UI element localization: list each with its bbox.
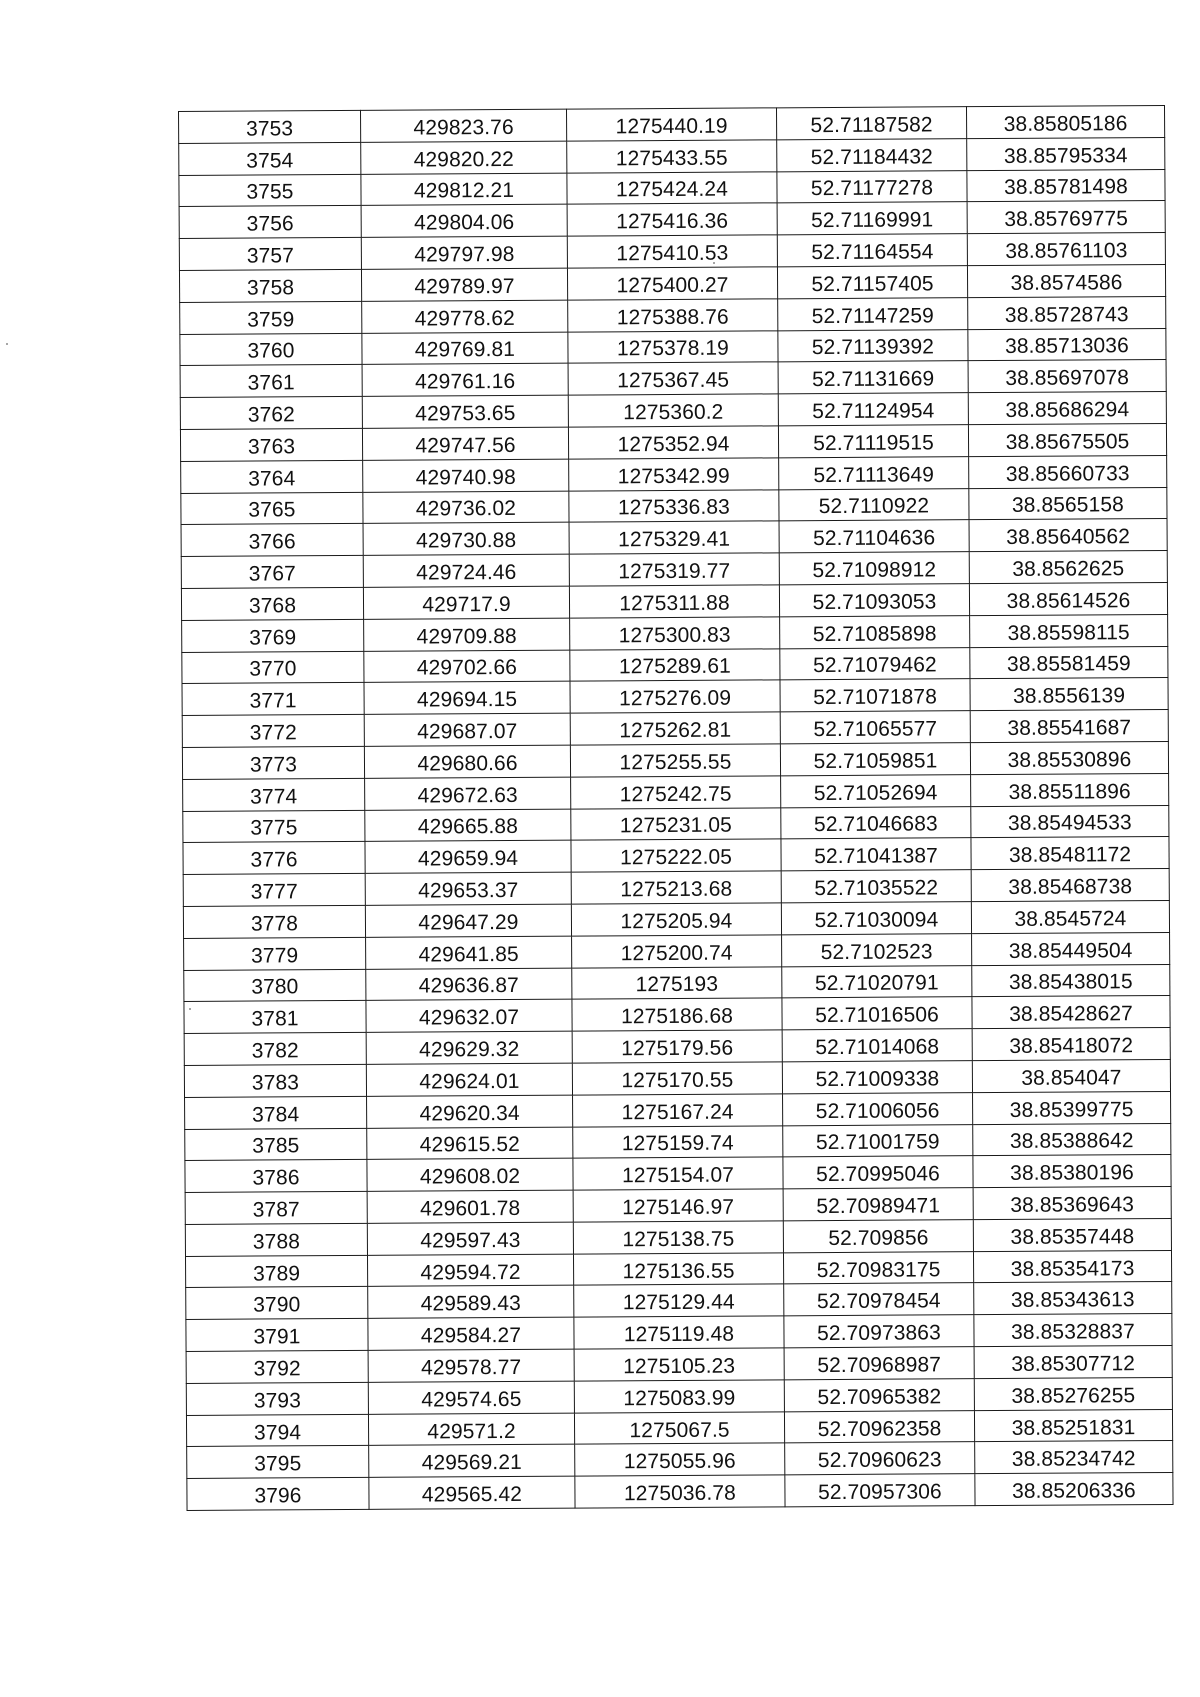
- x-coordinate-cell: 429736.02: [363, 491, 569, 524]
- point-number-cell: 3757: [179, 238, 361, 271]
- latitude-cell: 52.71113649: [779, 456, 969, 489]
- latitude-cell: 52.709856: [783, 1220, 973, 1253]
- point-number-cell: 3794: [186, 1414, 368, 1447]
- point-number-cell: 3780: [184, 969, 366, 1002]
- longitude-cell: 38.85380196: [973, 1155, 1171, 1188]
- longitude-cell: 38.8556139: [970, 678, 1168, 711]
- longitude-cell: 38.8562625: [969, 551, 1167, 584]
- longitude-cell: 38.85481172: [971, 837, 1169, 870]
- point-number-cell: 3760: [180, 333, 362, 366]
- longitude-cell: 38.85328837: [974, 1314, 1172, 1347]
- latitude-cell: 52.71119515: [778, 425, 968, 458]
- y-coordinate-cell: 1275186.68: [572, 998, 782, 1031]
- point-number-cell: 3791: [186, 1319, 368, 1352]
- x-coordinate-cell: 429578.77: [368, 1349, 574, 1382]
- longitude-cell: 38.85761103: [967, 233, 1165, 266]
- y-coordinate-cell: 1275222.05: [571, 839, 781, 872]
- x-coordinate-cell: 429641.85: [366, 936, 572, 969]
- latitude-cell: 52.70957306: [785, 1474, 975, 1507]
- latitude-cell: 52.71177278: [777, 170, 967, 203]
- y-coordinate-cell: 1275433.55: [567, 140, 777, 173]
- latitude-cell: 52.7110922: [779, 488, 969, 521]
- x-coordinate-cell: 429608.02: [367, 1158, 573, 1191]
- longitude-cell: 38.85541687: [970, 710, 1168, 743]
- longitude-cell: 38.85713036: [968, 328, 1166, 361]
- longitude-cell: 38.85399775: [973, 1091, 1171, 1124]
- longitude-cell: 38.85234742: [975, 1441, 1173, 1474]
- point-number-cell: 3778: [183, 905, 365, 938]
- point-number-cell: 3788: [185, 1223, 367, 1256]
- y-coordinate-cell: 1275129.44: [574, 1284, 784, 1317]
- point-number-cell: 3758: [179, 269, 361, 302]
- point-number-cell: 3763: [180, 428, 362, 461]
- latitude-cell: 52.70968987: [784, 1347, 974, 1380]
- x-coordinate-cell: 429647.29: [365, 904, 571, 937]
- x-coordinate-cell: 429804.06: [361, 205, 567, 238]
- point-number-cell: 3768: [181, 587, 363, 620]
- y-coordinate-cell: 1275159.74: [573, 1125, 783, 1158]
- point-number-cell: 3765: [181, 492, 363, 525]
- longitude-cell: 38.85428627: [972, 996, 1170, 1029]
- longitude-cell: 38.85206336: [975, 1473, 1173, 1506]
- y-coordinate-cell: 1275200.74: [572, 935, 782, 968]
- latitude-cell: 52.71139392: [778, 329, 968, 362]
- longitude-cell: 38.85697078: [968, 360, 1166, 393]
- longitude-cell: 38.8574586: [967, 264, 1165, 297]
- latitude-cell: 52.71187582: [776, 107, 966, 140]
- point-number-cell: 3787: [185, 1191, 367, 1224]
- x-coordinate-cell: 429565.42: [369, 1476, 575, 1509]
- x-coordinate-cell: 429672.63: [365, 777, 571, 810]
- longitude-cell: 38.85581459: [970, 646, 1168, 679]
- latitude-cell: 52.70965382: [784, 1379, 974, 1412]
- latitude-cell: 52.70960623: [785, 1442, 975, 1475]
- point-number-cell: 3756: [179, 206, 361, 239]
- longitude-cell: 38.8545724: [971, 900, 1169, 933]
- latitude-cell: 52.70978454: [784, 1283, 974, 1316]
- latitude-cell: 52.71020791: [782, 965, 972, 998]
- point-number-cell: 3759: [180, 301, 362, 334]
- longitude-cell: 38.85307712: [974, 1346, 1172, 1379]
- y-coordinate-cell: 1275036.78: [575, 1475, 785, 1508]
- y-coordinate-cell: 1275067.5: [574, 1411, 784, 1444]
- y-coordinate-cell: 1275105.23: [574, 1348, 784, 1381]
- longitude-cell: 38.85598115: [970, 614, 1168, 647]
- latitude-cell: 52.71147259: [778, 297, 968, 330]
- y-coordinate-cell: 1275352.94: [568, 426, 778, 459]
- longitude-cell: 38.85388642: [973, 1123, 1171, 1156]
- x-coordinate-cell: 429569.21: [369, 1445, 575, 1478]
- x-coordinate-cell: 429584.27: [368, 1317, 574, 1350]
- latitude-cell: 52.71085898: [780, 615, 970, 648]
- point-number-cell: 3786: [185, 1160, 367, 1193]
- latitude-cell: 52.71157405: [777, 266, 967, 299]
- x-coordinate-cell: 429778.62: [362, 300, 568, 333]
- x-coordinate-cell: 429632.07: [366, 999, 572, 1032]
- latitude-cell: 52.71035522: [781, 870, 971, 903]
- latitude-cell: 52.71046683: [781, 806, 971, 839]
- y-coordinate-cell: 1275213.68: [571, 871, 781, 904]
- longitude-cell: 38.85357448: [973, 1218, 1171, 1251]
- y-coordinate-cell: 1275336.83: [569, 489, 779, 522]
- point-number-cell: 3754: [179, 142, 361, 175]
- longitude-cell: 38.85418072: [972, 1028, 1170, 1061]
- longitude-cell: 38.85530896: [970, 741, 1168, 774]
- x-coordinate-cell: 429620.34: [367, 1095, 573, 1128]
- y-coordinate-cell: 1275388.76: [568, 299, 778, 332]
- x-coordinate-cell: 429769.81: [362, 332, 568, 365]
- y-coordinate-cell: 1275440.19: [566, 108, 776, 141]
- longitude-cell: 38.85354173: [973, 1250, 1171, 1283]
- y-coordinate-cell: 1275360.2: [568, 394, 778, 427]
- y-coordinate-cell: 1275300.83: [570, 617, 780, 650]
- longitude-cell: 38.85614526: [969, 582, 1167, 615]
- y-coordinate-cell: 1275167.24: [573, 1094, 783, 1127]
- x-coordinate-cell: 429687.07: [364, 713, 570, 746]
- coordinates-table-wrapper: [178, 105, 1173, 1511]
- point-number-cell: 3771: [182, 683, 364, 716]
- x-coordinate-cell: 429740.98: [363, 459, 569, 492]
- point-number-cell: 3782: [184, 1032, 366, 1065]
- y-coordinate-cell: 1275276.09: [570, 680, 780, 713]
- longitude-cell: 38.85675505: [968, 423, 1166, 456]
- x-coordinate-cell: 429812.21: [361, 173, 567, 206]
- y-coordinate-cell: 1275179.56: [572, 1030, 782, 1063]
- x-coordinate-cell: 429653.37: [365, 872, 571, 905]
- latitude-cell: 52.71164554: [777, 234, 967, 267]
- x-coordinate-cell: 429615.52: [367, 1127, 573, 1160]
- x-coordinate-cell: 429589.43: [368, 1286, 574, 1319]
- x-coordinate-cell: 429797.98: [361, 236, 567, 269]
- x-coordinate-cell: 429594.72: [367, 1254, 573, 1287]
- y-coordinate-cell: 1275154.07: [573, 1157, 783, 1190]
- longitude-cell: 38.85449504: [972, 932, 1170, 965]
- point-number-cell: 3753: [179, 110, 361, 143]
- longitude-cell: 38.85369643: [973, 1187, 1171, 1220]
- scan-speck: [6, 343, 8, 345]
- longitude-cell: 38.85640562: [969, 519, 1167, 552]
- latitude-cell: 52.70973863: [784, 1315, 974, 1348]
- x-coordinate-cell: 429659.94: [365, 840, 571, 873]
- x-coordinate-cell: 429717.9: [363, 586, 569, 619]
- latitude-cell: 52.71098912: [779, 552, 969, 585]
- point-number-cell: 3784: [185, 1096, 367, 1129]
- point-number-cell: 3767: [181, 556, 363, 589]
- x-coordinate-cell: 429665.88: [365, 809, 571, 842]
- point-number-cell: 3774: [183, 778, 365, 811]
- x-coordinate-cell: 429571.2: [368, 1413, 574, 1446]
- y-coordinate-cell: 1275205.94: [571, 903, 781, 936]
- longitude-cell: 38.85686294: [968, 392, 1166, 425]
- x-coordinate-cell: 429624.01: [366, 1063, 572, 1096]
- y-coordinate-cell: 1275410.53: [567, 235, 777, 268]
- longitude-cell: 38.85511896: [971, 773, 1169, 806]
- latitude-cell: 52.71131669: [778, 361, 968, 394]
- latitude-cell: 52.71184432: [777, 138, 967, 171]
- point-number-cell: 3769: [182, 619, 364, 652]
- point-number-cell: 3773: [182, 746, 364, 779]
- point-number-cell: 3779: [184, 937, 366, 970]
- y-coordinate-cell: 1275424.24: [567, 171, 777, 204]
- point-number-cell: 3755: [179, 174, 361, 207]
- table-row: [187, 1473, 1173, 1511]
- latitude-cell: 52.71104636: [779, 520, 969, 553]
- y-coordinate-cell: 1275193: [572, 966, 782, 999]
- x-coordinate-cell: 429747.56: [362, 427, 568, 460]
- y-coordinate-cell: 1275262.81: [570, 712, 780, 745]
- longitude-cell: 38.85251831: [974, 1409, 1172, 1442]
- point-number-cell: 3789: [185, 1255, 367, 1288]
- latitude-cell: 52.70962358: [784, 1410, 974, 1443]
- y-coordinate-cell: 1275329.41: [569, 521, 779, 554]
- y-coordinate-cell: 1275367.45: [568, 362, 778, 395]
- latitude-cell: 52.70995046: [783, 1156, 973, 1189]
- x-coordinate-cell: 429680.66: [364, 745, 570, 778]
- x-coordinate-cell: 429730.88: [363, 522, 569, 555]
- y-coordinate-cell: 1275400.27: [567, 267, 777, 300]
- y-coordinate-cell: 1275146.97: [573, 1189, 783, 1222]
- y-coordinate-cell: 1275242.75: [571, 776, 781, 809]
- x-coordinate-cell: 429597.43: [367, 1222, 573, 1255]
- table-body: [179, 105, 1174, 1510]
- latitude-cell: 52.71079462: [780, 647, 970, 680]
- point-number-cell: 3785: [185, 1128, 367, 1161]
- point-number-cell: 3764: [181, 460, 363, 493]
- point-number-cell: 3770: [182, 651, 364, 684]
- x-coordinate-cell: 429820.22: [361, 141, 567, 174]
- x-coordinate-cell: 429724.46: [363, 554, 569, 587]
- latitude-cell: 52.71065577: [780, 711, 970, 744]
- latitude-cell: 52.71016506: [782, 997, 972, 1030]
- x-coordinate-cell: 429629.32: [366, 1031, 572, 1064]
- x-coordinate-cell: 429694.15: [364, 681, 570, 714]
- x-coordinate-cell: 429601.78: [367, 1190, 573, 1223]
- y-coordinate-cell: 1275416.36: [567, 203, 777, 236]
- x-coordinate-cell: 429789.97: [361, 268, 567, 301]
- y-coordinate-cell: 1275319.77: [569, 553, 779, 586]
- point-number-cell: 3776: [183, 842, 365, 875]
- y-coordinate-cell: 1275378.19: [568, 330, 778, 363]
- latitude-cell: 52.7102523: [782, 933, 972, 966]
- latitude-cell: 52.70989471: [783, 1188, 973, 1221]
- y-coordinate-cell: 1275342.99: [569, 458, 779, 491]
- point-number-cell: 3795: [187, 1446, 369, 1479]
- y-coordinate-cell: 1275231.05: [571, 807, 781, 840]
- latitude-cell: 52.71169991: [777, 202, 967, 235]
- longitude-cell: 38.85468738: [971, 869, 1169, 902]
- latitude-cell: 52.71059851: [780, 743, 970, 776]
- longitude-cell: 38.85769775: [967, 201, 1165, 234]
- y-coordinate-cell: 1275119.48: [574, 1316, 784, 1349]
- latitude-cell: 52.71001759: [783, 1124, 973, 1157]
- point-number-cell: 3775: [183, 810, 365, 843]
- y-coordinate-cell: 1275083.99: [574, 1380, 784, 1413]
- latitude-cell: 52.71093053: [779, 584, 969, 617]
- point-number-cell: 3793: [186, 1382, 368, 1415]
- point-number-cell: 3766: [181, 524, 363, 557]
- point-number-cell: 3783: [184, 1064, 366, 1097]
- y-coordinate-cell: 1275170.55: [572, 1062, 782, 1095]
- coordinates-table: [178, 105, 1174, 1511]
- latitude-cell: 52.71052694: [781, 774, 971, 807]
- point-number-cell: 3761: [180, 365, 362, 398]
- point-number-cell: 3777: [183, 873, 365, 906]
- point-number-cell: 3781: [184, 1001, 366, 1034]
- longitude-cell: 38.85276255: [974, 1377, 1172, 1410]
- y-coordinate-cell: 1275136.55: [573, 1253, 783, 1286]
- x-coordinate-cell: 429753.65: [362, 395, 568, 428]
- latitude-cell: 52.71030094: [781, 902, 971, 935]
- x-coordinate-cell: 429823.76: [360, 109, 566, 142]
- y-coordinate-cell: 1275255.55: [570, 744, 780, 777]
- y-coordinate-cell: 1275138.75: [573, 1221, 783, 1254]
- latitude-cell: 52.71009338: [782, 1061, 972, 1094]
- longitude-cell: 38.8565158: [969, 487, 1167, 520]
- y-coordinate-cell: 1275311.88: [569, 585, 779, 618]
- y-coordinate-cell: 1275055.96: [575, 1443, 785, 1476]
- longitude-cell: 38.85805186: [966, 105, 1164, 138]
- point-number-cell: 3772: [182, 715, 364, 748]
- longitude-cell: 38.85438015: [972, 964, 1170, 997]
- longitude-cell: 38.85781498: [967, 169, 1165, 202]
- latitude-cell: 52.71006056: [783, 1092, 973, 1125]
- point-number-cell: 3796: [187, 1478, 369, 1511]
- longitude-cell: 38.85660733: [969, 455, 1167, 488]
- x-coordinate-cell: 429574.65: [368, 1381, 574, 1414]
- latitude-cell: 52.71124954: [778, 393, 968, 426]
- latitude-cell: 52.70983175: [783, 1251, 973, 1284]
- x-coordinate-cell: 429709.88: [364, 618, 570, 651]
- x-coordinate-cell: 429636.87: [366, 968, 572, 1001]
- latitude-cell: 52.71071878: [780, 679, 970, 712]
- latitude-cell: 52.71014068: [782, 1029, 972, 1062]
- x-coordinate-cell: 429761.16: [362, 363, 568, 396]
- longitude-cell: 38.85728743: [968, 296, 1166, 329]
- point-number-cell: 3790: [186, 1287, 368, 1320]
- x-coordinate-cell: 429702.66: [364, 650, 570, 683]
- point-number-cell: 3792: [186, 1350, 368, 1383]
- longitude-cell: 38.85795334: [967, 137, 1165, 170]
- longitude-cell: 38.85494533: [971, 805, 1169, 838]
- point-number-cell: 3762: [180, 397, 362, 430]
- latitude-cell: 52.71041387: [781, 838, 971, 871]
- y-coordinate-cell: 1275289.61: [570, 648, 780, 681]
- longitude-cell: 38.85343613: [974, 1282, 1172, 1315]
- longitude-cell: 38.854047: [972, 1059, 1170, 1092]
